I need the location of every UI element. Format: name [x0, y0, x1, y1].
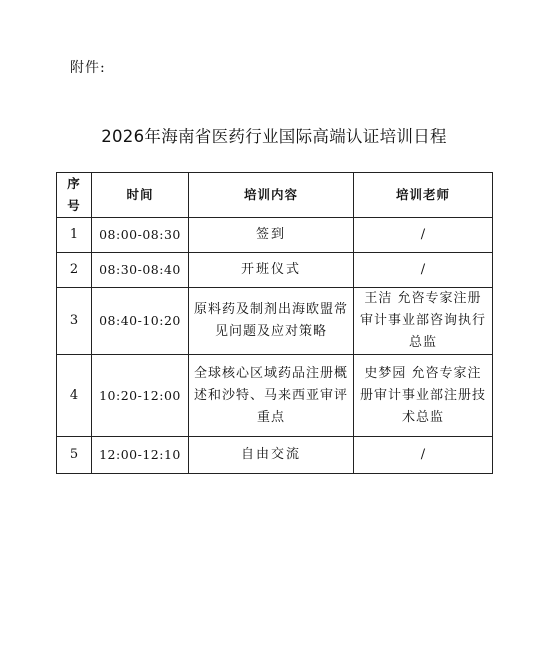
table-row	[57, 218, 493, 253]
row-content: 原料药及制剂出海欧盟常见问题及应对策略	[189, 288, 354, 355]
row-number: 5	[57, 437, 92, 474]
row-number: 2	[57, 253, 92, 288]
header-number: 序号	[57, 173, 92, 218]
row-number: 1	[57, 218, 92, 253]
row-time: 08:30-08:40	[92, 253, 189, 288]
row-time: 10:20-12:00	[92, 355, 189, 437]
row-content: 全球核心区域药品注册概述和沙特、马来西亚审评重点	[189, 355, 354, 437]
row-time: 12:00-12:10	[92, 437, 189, 474]
row-teacher: /	[354, 218, 493, 253]
row-number: 4	[57, 355, 92, 437]
row-content: 签到	[189, 218, 354, 253]
schedule-table	[56, 172, 493, 474]
table-row	[57, 437, 493, 474]
header-content: 培训内容	[189, 173, 354, 218]
row-teacher: /	[354, 253, 493, 288]
table-row	[57, 355, 493, 437]
header-teacher: 培训老师	[354, 173, 493, 218]
document-title: 2026年海南省医药行业国际高端认证培训日程	[101, 127, 447, 146]
row-content: 自由交流	[189, 437, 354, 474]
table-header-row	[57, 173, 493, 218]
attachment-label: 附件:	[70, 60, 106, 76]
row-time: 08:40-10:20	[92, 288, 189, 355]
table-row	[57, 288, 493, 355]
table-row	[57, 253, 493, 288]
row-number: 3	[57, 288, 92, 355]
row-teacher: 史梦园 允咨专家注册审计事业部注册技术总监	[354, 355, 493, 437]
row-content: 开班仪式	[189, 253, 354, 288]
row-teacher: 王洁 允咨专家注册审计事业部咨询执行总监	[354, 288, 493, 355]
row-teacher: /	[354, 437, 493, 474]
row-time: 08:00-08:30	[92, 218, 189, 253]
header-time: 时间	[92, 173, 189, 218]
